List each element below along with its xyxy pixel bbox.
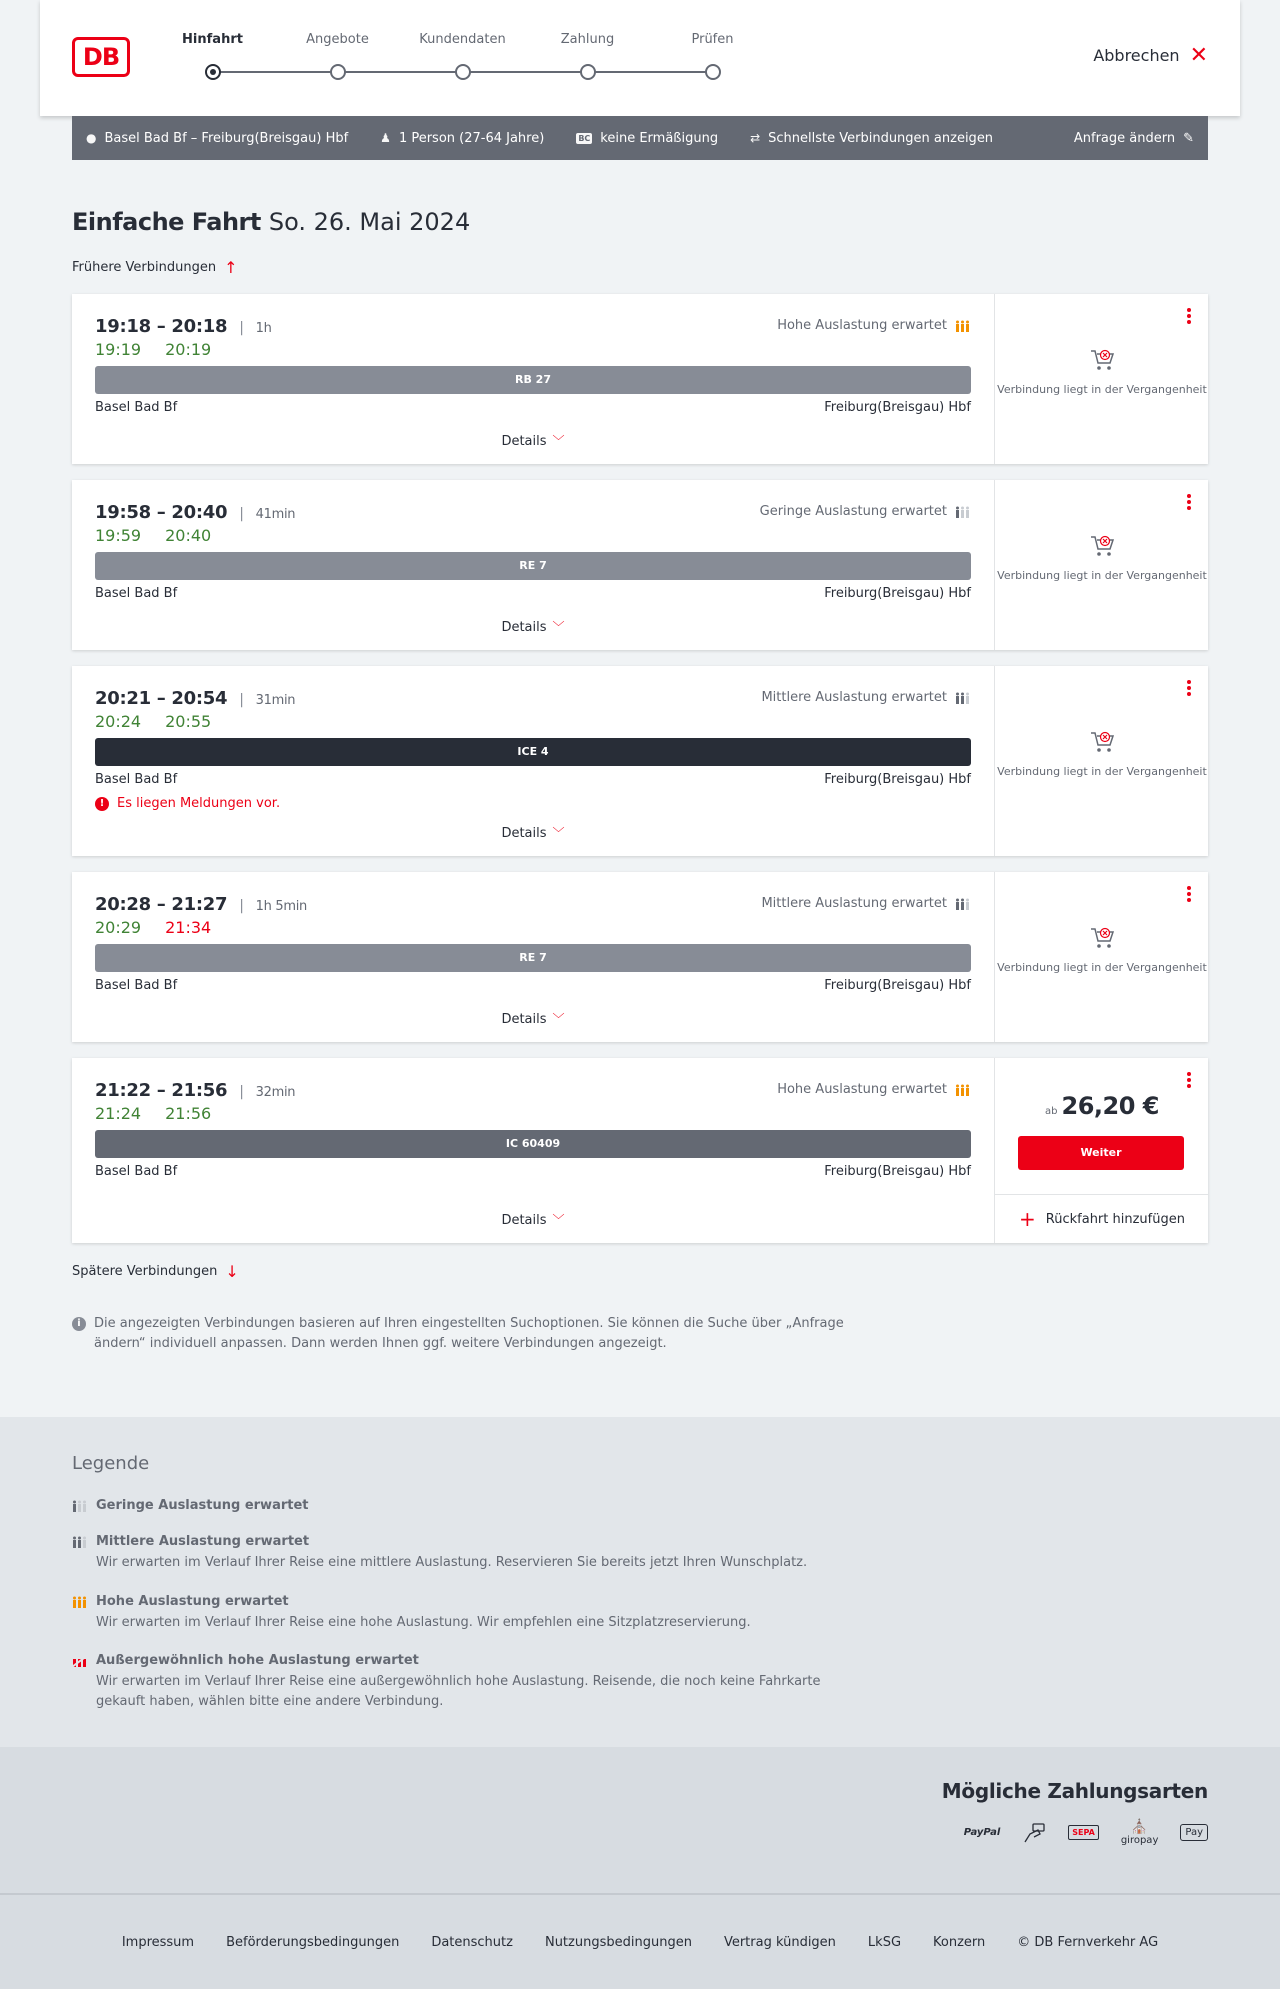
connection-times: 19:58 – 20:40 | 41min <box>95 502 296 523</box>
connection-main <box>72 480 994 650</box>
connection-times: 21:22 – 21:56 | 32min <box>95 1080 296 1101</box>
train-bar: RB 27 <box>95 366 971 394</box>
cart-unavailable-icon <box>1089 534 1115 558</box>
location-pin-icon: ● <box>86 131 97 145</box>
step-dot <box>330 64 346 80</box>
more-options-icon[interactable] <box>1186 886 1192 904</box>
connection-times: 20:28 – 21:27 | 1h 5min <box>95 894 307 915</box>
connection-main <box>72 666 994 856</box>
connection-card[interactable] <box>72 666 1208 856</box>
earlier-connections-link[interactable]: Frühere Verbindungen ↑ <box>72 258 238 277</box>
details-toggle[interactable]: Details ﹀ <box>501 1012 565 1027</box>
connection-main <box>72 1058 994 1243</box>
past-connection-notice: Verbindung liegt in der Vergangenheit <box>995 730 1209 779</box>
giropay-icon: ⛪ giropay <box>1120 1819 1159 1846</box>
alert-icon: ! <box>95 797 109 811</box>
stations: Basel Bad Bf Freiburg(Breisgau) Hbf <box>95 586 971 601</box>
more-options-icon[interactable] <box>1186 1072 1192 1090</box>
step-hinfahrt: Hinfahrt <box>150 30 275 50</box>
realtime-times: 19:19 20:19 <box>95 340 212 359</box>
route-summary: ● Basel Bad Bf – Freiburg(Breisgau) Hbf <box>86 130 349 146</box>
legend-item-medium: Mittlere Auslastung erwartet Wir erwarten im Verlauf Ihrer Reise eine mittlere Auslastung. Reservieren Sie bereits jetzt Ihren Wunschplatz. <box>72 1534 872 1573</box>
pencil-icon: ✎ <box>1183 130 1194 146</box>
chevron-down-icon: ﹀ <box>552 620 565 634</box>
step-dot <box>580 64 596 80</box>
connection-times: 19:18 – 20:18 | 1h <box>95 316 272 337</box>
legend-item-low: Geringe Auslastung erwartet <box>72 1498 872 1513</box>
load-indicator: Hohe Auslastung erwartet <box>777 318 971 333</box>
payment-title: Mögliche Zahlungsarten <box>941 1779 1208 1803</box>
close-icon: ✕ <box>1189 42 1208 68</box>
train-bar: ICE 4 <box>95 738 971 766</box>
connection-times: 20:21 – 20:54 | 31min <box>95 688 296 709</box>
details-toggle[interactable]: Details ﹀ <box>501 826 565 841</box>
load-indicator: Mittlere Auslastung erwartet <box>761 690 971 705</box>
search-summary-bar <box>72 116 1208 160</box>
load-indicator: Geringe Auslastung erwartet <box>760 504 971 519</box>
card-hand-icon <box>1022 1822 1046 1844</box>
cart-unavailable-icon <box>1089 926 1115 950</box>
arrow-down-icon: ↓ <box>225 1262 239 1281</box>
cart-unavailable-icon <box>1089 348 1115 372</box>
step-dot <box>205 64 221 80</box>
bahncard-icon: BC <box>578 133 591 143</box>
train-bar: RE 7 <box>95 944 971 972</box>
apple-pay-icon: Pay <box>1180 1824 1208 1841</box>
later-connections-link[interactable]: Spätere Verbindungen ↓ <box>72 1262 239 1281</box>
details-toggle[interactable]: Details ﹀ <box>501 434 565 449</box>
progress-steps <box>150 30 734 90</box>
legend-title: Legende <box>72 1453 150 1474</box>
search-info-note: i Die angezeigten Verbindungen basieren auf Ihren eingestellten Suchoptionen. Sie können die Suche über „Anfrage ändern“ individuell anpassen. Dann werden Ihnen ggf. weitere Verbindungen angezeigt. <box>72 1314 852 1354</box>
footer-link-lksg[interactable]: LkSG <box>867 1934 902 1950</box>
footer-copyright: © DB Fernverkehr AG <box>1017 1934 1159 1950</box>
step-angebote: Angebote <box>275 30 400 50</box>
past-connection-notice: Verbindung liegt in der Vergangenheit <box>995 926 1209 975</box>
price: ab 26,20 € <box>1045 1092 1159 1120</box>
person-icon: ♟ <box>380 131 391 145</box>
add-return-button[interactable]: + Rückfahrt hinzufügen <box>995 1194 1209 1243</box>
cancel-button[interactable]: Abbrechen ✕ <box>1093 42 1208 68</box>
offer-panel <box>994 480 1208 650</box>
fastest-summary: ⇄ Schnellste Verbindungen anzeigen <box>750 130 994 146</box>
high-load-icon <box>955 320 971 332</box>
footer-link-datenschutz[interactable]: Datenschutz <box>431 1934 513 1950</box>
footer-link-vertrag-kuendigen[interactable]: Vertrag kündigen <box>723 1934 836 1950</box>
step-dot <box>705 64 721 80</box>
more-options-icon[interactable] <box>1186 680 1192 698</box>
disruption-message[interactable]: ! Es liegen Meldungen vor. <box>95 796 280 811</box>
swap-arrows-icon: ⇄ <box>750 131 761 145</box>
past-connection-notice: Verbindung liegt in der Vergangenheit <box>995 534 1209 583</box>
low-load-icon <box>72 1500 88 1512</box>
load-indicator: Hohe Auslastung erwartet <box>777 1082 971 1097</box>
realtime-times: 21:24 21:56 <box>95 1104 212 1123</box>
low-load-icon <box>955 506 971 518</box>
realtime-times: 19:59 20:40 <box>95 526 212 545</box>
chevron-down-icon: ﹀ <box>552 1213 565 1227</box>
step-dot <box>455 64 471 80</box>
footer-link-nutzungsbedingungen[interactable]: Nutzungsbedingungen <box>544 1934 692 1950</box>
past-connection-notice: Verbindung liegt in der Vergangenheit <box>995 348 1209 397</box>
medium-load-icon <box>955 692 971 704</box>
payment-icons <box>964 1819 1208 1846</box>
train-bar: IC 60409 <box>95 1130 971 1158</box>
footer-link-impressum[interactable]: Impressum <box>121 1934 195 1950</box>
legend-item-extreme: Außergewöhnlich hohe Auslastung erwartet Wir erwarten im Verlauf Ihrer Reise eine außergewöhnlich hohe Auslastung. Reisende, die noch keine Fahrkarte gekauft haben, wählen bitte eine andere Verbindung. <box>72 1653 872 1712</box>
sepa-icon: SEPA <box>1068 1825 1099 1840</box>
stations: Basel Bad Bf Freiburg(Breisgau) Hbf <box>95 772 971 787</box>
connection-card[interactable] <box>72 480 1208 650</box>
more-options-icon[interactable] <box>1186 494 1192 512</box>
offer-panel <box>994 294 1208 464</box>
paypal-icon: PayPal <box>963 1827 1001 1838</box>
connection-main <box>72 872 994 1042</box>
plus-icon: + <box>1019 1207 1036 1231</box>
offer-panel <box>994 1058 1208 1243</box>
details-toggle[interactable]: Details ﹀ <box>501 620 565 635</box>
payment-methods-section <box>0 1747 1280 1893</box>
step-pruefen: Prüfen <box>650 30 775 50</box>
legend-section <box>0 1417 1280 1747</box>
cart-unavailable-icon <box>1089 730 1115 754</box>
footer-link-befoerderungsbedingungen[interactable]: Beförderungsbedingungen <box>226 1934 400 1950</box>
persons-summary: ♟ 1 Person (27-64 Jahre) <box>380 130 545 146</box>
edit-request-button[interactable]: Anfrage ändern ✎ <box>1073 130 1194 146</box>
arrow-up-icon: ↑ <box>224 258 238 277</box>
load-indicator: Mittlere Auslastung erwartet <box>761 896 971 911</box>
chevron-down-icon: ﹀ <box>552 826 565 840</box>
info-icon: i <box>72 1317 86 1331</box>
more-options-icon[interactable] <box>1186 308 1192 326</box>
footer <box>0 1893 1280 1989</box>
booking-header <box>40 0 1240 116</box>
continue-button[interactable]: Weiter <box>1018 1136 1184 1170</box>
high-load-icon <box>72 1596 88 1608</box>
footer-link-konzern[interactable]: Konzern <box>933 1934 986 1950</box>
medium-load-icon <box>955 898 971 910</box>
medium-load-icon <box>72 1536 88 1548</box>
connection-card[interactable] <box>72 294 1208 464</box>
train-bar: RE 7 <box>95 552 971 580</box>
details-toggle[interactable]: Details ﹀ <box>501 1213 565 1228</box>
legend-item-high: Hohe Auslastung erwartet Wir erwarten im Verlauf Ihrer Reise eine hohe Auslastung. Wir empfehlen eine Sitzplatzreservierung. <box>72 1594 872 1633</box>
discount-summary: BC keine Ermäßigung <box>578 130 719 146</box>
page-title: Einfache Fahrt So. 26. Mai 2024 <box>72 208 471 236</box>
step-kundendaten: Kundendaten <box>400 30 525 50</box>
stations: Basel Bad Bf Freiburg(Breisgau) Hbf <box>95 400 971 415</box>
offer-panel <box>994 666 1208 856</box>
db-logo[interactable]: DB <box>72 37 130 77</box>
connection-card[interactable] <box>72 1058 1208 1243</box>
stations: Basel Bad Bf Freiburg(Breisgau) Hbf <box>95 1164 971 1179</box>
connection-card[interactable] <box>72 872 1208 1042</box>
chevron-down-icon: ﹀ <box>552 1012 565 1026</box>
realtime-times: 20:29 21:34 <box>95 918 212 937</box>
offer-panel <box>994 872 1208 1042</box>
step-zahlung: Zahlung <box>525 30 650 50</box>
stations: Basel Bad Bf Freiburg(Breisgau) Hbf <box>95 978 971 993</box>
high-load-icon <box>955 1084 971 1096</box>
extreme-load-icon <box>72 1655 88 1667</box>
chevron-down-icon: ﹀ <box>552 434 565 448</box>
connection-main <box>72 294 994 464</box>
realtime-times: 20:24 20:55 <box>95 712 212 731</box>
